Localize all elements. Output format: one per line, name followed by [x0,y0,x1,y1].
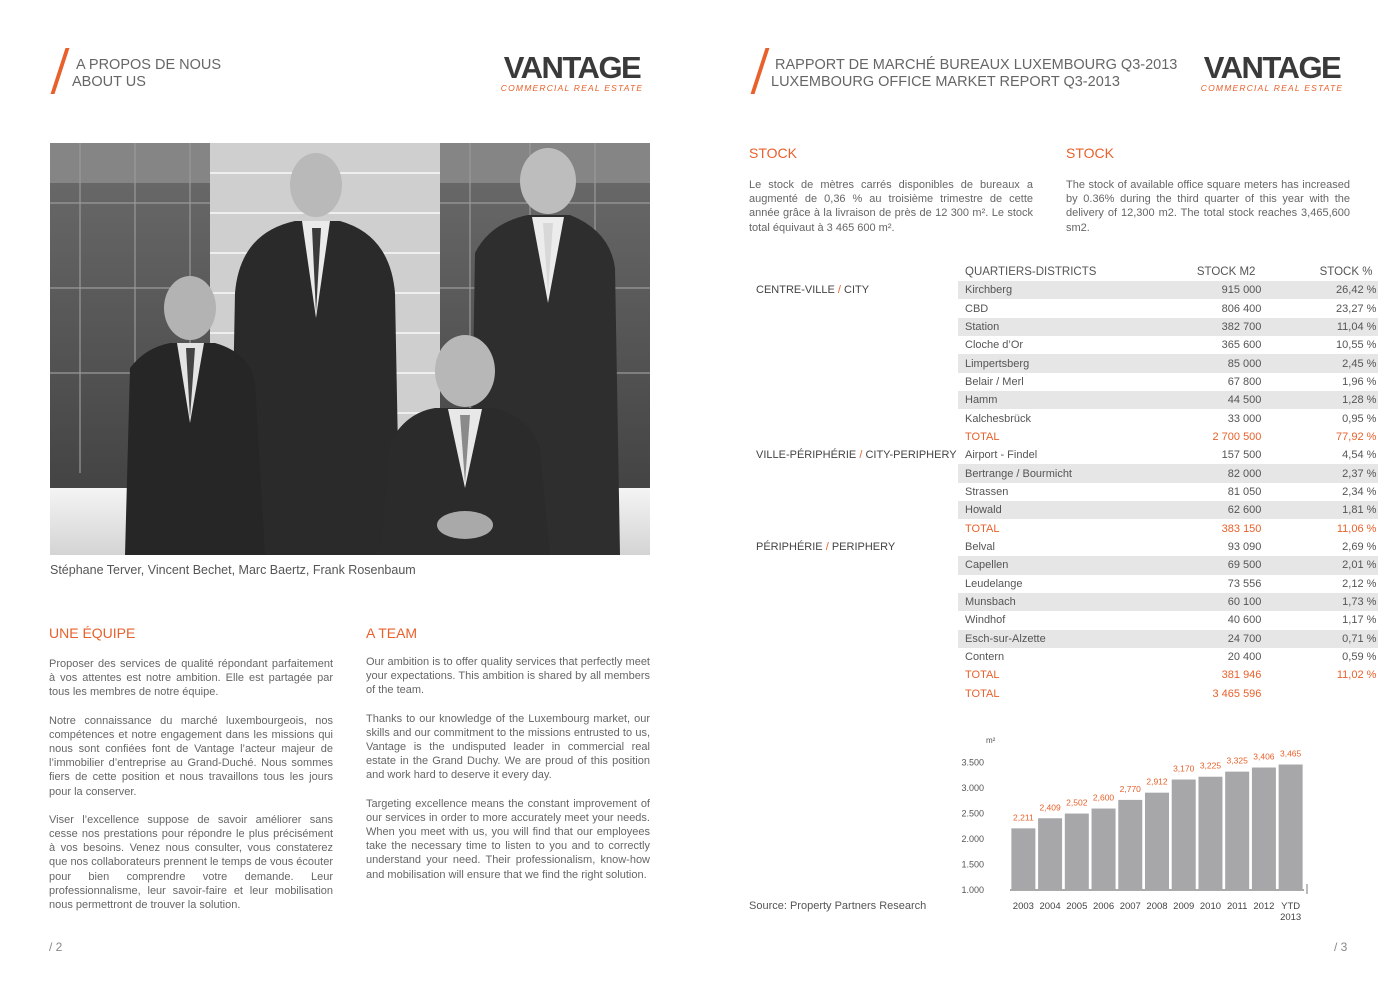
total-pct: 11,06 % [1336,522,1377,535]
group-separator: / [825,540,829,553]
district-name: Belval [965,540,995,553]
district-name: Howald [958,501,1096,519]
grand-total-m2: 3 465 596 [1212,687,1262,700]
stock-m2: 67 800 [1227,375,1262,388]
total-m2: 381 946 [1221,669,1262,682]
bar-value-label: 2,912 [1146,776,1168,787]
district-name: Airport - Findel [965,449,1038,462]
stock-m2: 60 100 [1096,593,1261,611]
group-label-en: CITY-PERIPHERY [865,449,957,462]
stock-m2: 69 500 [1096,556,1261,574]
page-number: / 3 [1334,940,1348,954]
y-tick-label: 1.000 [961,885,984,895]
group-label [756,281,958,446]
group-label-fr: PÉRIPHÉRIE [756,540,823,553]
table-header-row [756,263,1378,281]
stock-m2: 82 000 [1096,464,1261,482]
header-line-fr: RAPPORT DE MARCHÉ BUREAUX LUXEMBOURG Q3-2013 [775,57,1178,73]
x-tick-label: 2009 [1173,901,1195,912]
x-tick-label: 2007 [1119,901,1141,912]
chart-bar [1011,828,1035,890]
y-tick-label: 1.500 [961,859,984,870]
team-text-fr [49,657,333,926]
stock-m2: 62 600 [1096,501,1261,519]
x-tick-label: 2008 [1146,901,1168,912]
header-spacer [756,263,958,281]
col-header-district: QUARTIERS-DISTRICTS [965,266,1097,278]
stock-m2: 40 600 [1227,614,1262,627]
district-name: Windhof [965,614,1006,627]
logo-tagline: COMMERCIAL REAL ESTATE [1200,83,1344,93]
stock-pct: 23,27 % [1336,302,1377,315]
grand-total-label: TOTAL [965,687,1000,700]
stock-m2: 85 000 [1096,354,1261,372]
x-tick-label: 2013 [1280,912,1302,923]
district-name: Belair / Merl [965,375,1024,388]
bar-value-label: 3,325 [1226,755,1248,766]
paragraph: Thanks to our knowledge of the Luxembourg market, our skills and our commitment to the missions entrusted to us, Vantage is the undisputed leader in commercial real estate in the Grand Duchy. We are proud of this position and work hard to deserve it every day. [366,712,650,782]
x-tick-label: YTD [1281,901,1301,912]
district-name: CBD [965,302,989,315]
group-separator: / [837,284,841,296]
stock-pct: 2,45 % [1261,354,1378,372]
stock-m2: 365 600 [1221,339,1262,352]
x-tick-label: 2004 [1039,901,1061,912]
x-tick-label: 2005 [1066,901,1088,912]
total-pct: 11,02 % [1336,669,1377,682]
district-name: Hamm [958,391,1096,409]
stock-text-en: The stock of available office square meters has increased by 0.36% during the third quarter of this year with the delivery of 12,300 m2. The total stock reaches 3,465,600 sm2. [1066,179,1350,234]
stock-m2: 44 500 [1096,391,1261,409]
stock-m2: 382 700 [1096,318,1261,336]
stock-title-en: STOCK [1066,145,1114,161]
district-name: Strassen [965,485,1009,498]
district-name: Esch-sur-Alzette [958,630,1096,648]
group-label-en: PERIPHERY [831,540,896,553]
district-name: Bertrange / Bourmicht [958,464,1096,482]
header-line-en: LUXEMBOURG OFFICE MARKET REPORT Q3-2013 [771,74,1120,90]
district-name: Cloche d’Or [965,339,1024,352]
district-name: Leudelange [965,577,1023,590]
total-pct: 77,92 % [1336,430,1377,443]
x-tick-label: 2011 [1226,901,1248,912]
header-line-fr: A PROPOS DE NOUS [76,57,222,73]
district-name: Munsbach [958,593,1096,611]
header-slash [751,48,770,94]
logo-wordmark: VANTAGE [1203,50,1341,85]
logo-tagline: COMMERCIAL REAL ESTATE [500,83,644,93]
stock-pct: 1,28 % [1261,391,1378,409]
bar-value-label: 2,600 [1092,792,1115,803]
stock-m2: 33 000 [1227,412,1262,425]
x-tick-label: 2006 [1092,901,1115,912]
stock-text-fr: Le stock de mètres carrés disponibles de bureaux a augmenté de 0,36 % au troisième trimestre de cette année grâce à la livraison de près de 12 300 m². Le stock total équivaut à 3 465 600 m². [749,179,1033,234]
stock-pct: 2,69 % [1342,540,1377,553]
bar-value-label: 3,406 [1253,751,1275,762]
x-tick-label: 2003 [1012,901,1034,912]
bar-value-label: 3,465 [1279,748,1302,759]
stock-pct: 0,95 % [1342,412,1377,425]
stock-pct: 4,54 % [1342,449,1377,462]
stock-pct: 11,04 % [1261,318,1378,336]
stock-table [756,263,1378,703]
source-note: Source: Property Partners Research [749,900,927,912]
stock-pct: 10,55 % [1336,339,1377,352]
group-label-fr: VILLE-PÉRIPHÉRIE [756,449,857,462]
group-label-en: CITY [844,284,870,296]
total-label: TOTAL [965,522,1000,535]
team-text-en [366,655,650,896]
district-name: Contern [965,651,1005,664]
photo-caption: Stéphane Terver, Vincent Bechet, Marc Baertz, Frank Rosenbaum [50,563,416,577]
total-m2: 2 700 500 [1212,430,1262,443]
stock-m2: 806 400 [1221,302,1262,315]
x-tick-label: 2012 [1253,901,1275,912]
y-tick-label: 2.000 [961,834,984,845]
total-m2: 383 150 [1221,522,1262,535]
chart-bar [1198,777,1222,890]
logo-wordmark: VANTAGE [503,50,641,85]
section-title-fr: UNE ÉQUIPE [49,625,136,641]
col-header-m2: STOCK M2 [1196,266,1256,278]
x-tick-label: 2010 [1199,901,1222,912]
y-tick-label: 2.500 [961,808,984,819]
right-page [700,0,1400,990]
bar-value-label: 3,225 [1199,760,1222,771]
section-title-en: A TEAM [366,625,418,641]
chart-bar [1118,800,1142,890]
group-label [756,446,958,538]
chart-bar [1038,818,1062,890]
stock-chart [950,730,1365,930]
stock-pct: 2,37 % [1261,464,1378,482]
bar-value-label: 2,770 [1119,783,1141,794]
chart-bar [1279,765,1303,890]
y-tick-label: 3.500 [961,757,984,768]
bar-value-label: 2,211 [1013,812,1034,823]
grand-total-pct [1261,685,1378,703]
paragraph: Our ambition is to offer quality services that perfectly meet your expectations. This ambition is shared by all members of the team. [366,656,650,697]
stock-pct: 1,81 % [1261,501,1378,519]
stock-m2: 157 500 [1221,449,1262,462]
bar-value-label: 3,170 [1173,763,1195,774]
stock-m2: 24 700 [1096,630,1261,648]
stock-title-fr: STOCK [749,145,797,161]
group-label-fr: CENTRE-VILLE [756,284,835,296]
stock-m2: 93 090 [1227,540,1262,553]
chart-bar [1145,793,1169,890]
chart-bar [1172,780,1196,890]
spacer [756,685,958,703]
chart-bar [1065,814,1089,890]
team-photo [50,143,650,555]
group-separator: / [859,449,863,462]
page-header [771,57,1177,91]
chart-bar [1252,768,1276,890]
chart-bar [1092,809,1116,890]
stock-pct: 2,12 % [1342,577,1377,590]
stock-pct: 1,17 % [1342,614,1377,627]
stock-pct: 2,01 % [1261,556,1378,574]
chart-unit-label: m² [986,736,996,745]
stock-pct: 1,96 % [1342,375,1377,388]
header-slash [51,48,70,94]
page-number: / 2 [49,940,63,954]
chart-bar [1225,772,1249,890]
district-name: Capellen [958,556,1096,574]
stock-m2: 81 050 [1227,485,1262,498]
district-name: Limpertsberg [958,354,1096,372]
table-row [756,538,1378,556]
stock-m2: 915 000 [1096,281,1261,299]
paragraph: Targeting excellence means the constant improvement of our services in order to more accurately meet your needs. When you meet with us, you will find that our employees take the necessary time to listen to you and to correctly understand your need. Their professionalism, know-how and mobilisation will ensure that we find the right solution. [366,797,650,881]
col-header-pct: STOCK % [1319,266,1373,278]
vantage-logo [1197,52,1347,93]
stock-m2: 73 556 [1227,577,1262,590]
y-tick-label: 3.000 [961,783,984,794]
group-label [756,538,958,685]
stock-pct: 1,73 % [1261,593,1378,611]
stock-pct: 0,59 % [1342,651,1377,664]
stock-pct: 26,42 % [1261,281,1378,299]
grand-total-row [756,685,1378,703]
paragraph: Proposer des services de qualité répondant parfaitement à vos attentes est notre ambition. Elle est partagée par tous les membres de notre équipe. [49,658,333,699]
table-row [756,281,1378,299]
paragraph: Notre connaissance du marché luxembourgeois, nos compétences et notre engagement dans les missions qui nous sont confiées font de Vantage l’acteur majeur de l’immobilier d’entreprise au Grand-Duché. Nous sommes fiers de cette position et nous travaillons tous les jours pour la conserver. [49,714,333,798]
district-name: Station [958,318,1096,336]
table-row [756,446,1378,464]
stock-pct: 2,34 % [1342,485,1377,498]
paragraph: Viser l’excellence suppose de savoir améliorer sans cesse nos prestations pour répondre le plus précisément à vos besoins. Venez nous consulter, vous constaterez que nos collaborateurs prennent le temps de vous écouter pour bien comprendre votre demande. Leur professionnalisme, leur savoir-faire et leur mobilisation nous permettront de trouver la solution. [49,813,333,912]
total-label: TOTAL [965,430,1000,443]
district-name: Kirchberg [958,281,1096,299]
stock-pct: 0,71 % [1261,630,1378,648]
header-line-en: ABOUT US [72,74,146,90]
vantage-logo [497,52,647,93]
district-name: Kalchesbrück [965,412,1032,425]
page-header [72,57,221,91]
total-label: TOTAL [965,669,1000,682]
bar-value-label: 2,409 [1039,802,1061,813]
stock-m2: 20 400 [1227,651,1262,664]
bar-value-label: 2,502 [1066,797,1088,808]
